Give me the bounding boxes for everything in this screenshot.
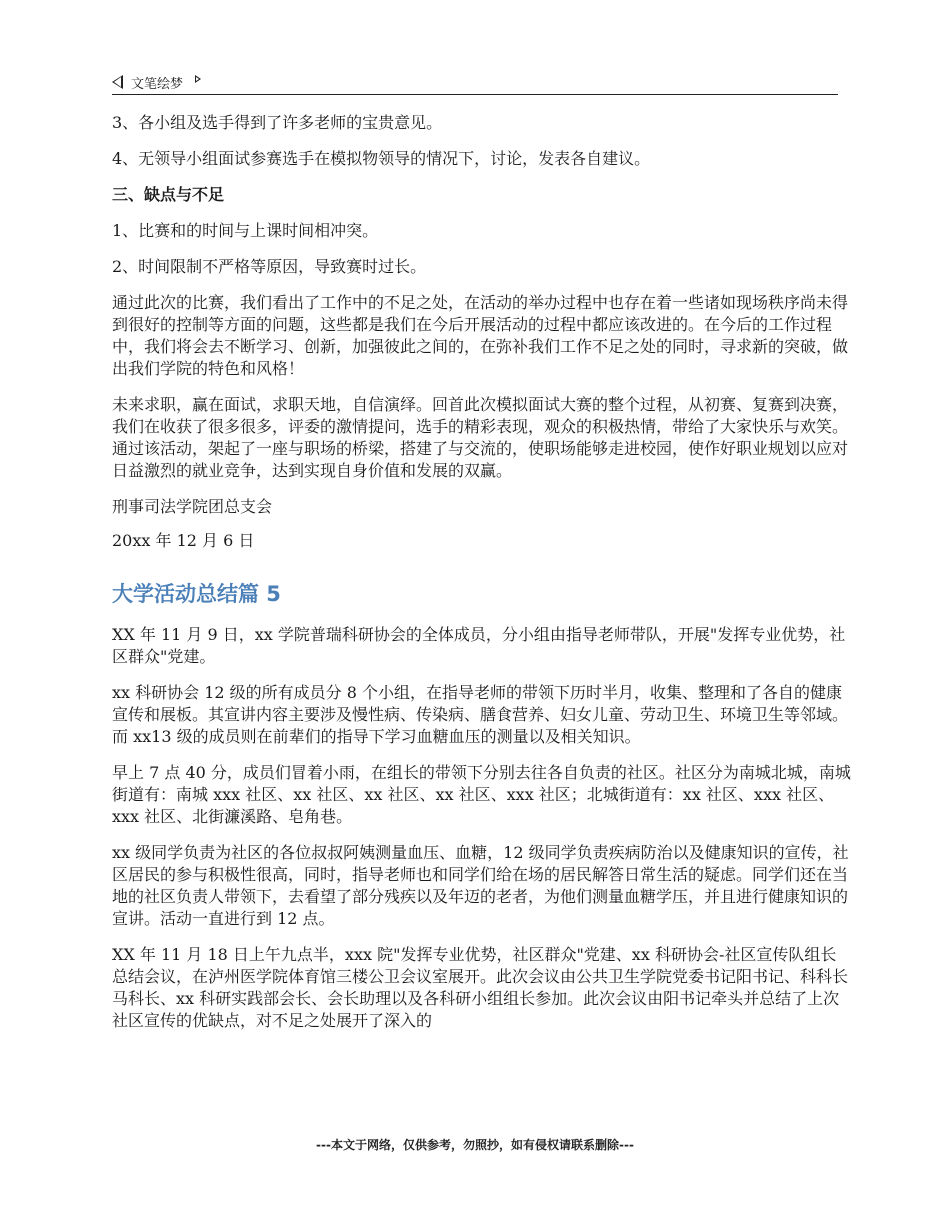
paragraph: 2、时间限制不严格等原因，导致赛时过长。 bbox=[112, 257, 427, 276]
paragraph: 早上 7 点 40 分，成员们冒着小雨，在组长的带领下分别去往各自负责的社区。社区分为南城北城，南城街道有：南城 xxx 社区、xx 社区、xx 社区、xx 社区、xxx 社区；北城街道有：xx 社区、xxx 社区、xxx 社区、北街濂溪路、皂角巷。 bbox=[112, 763, 851, 826]
paragraph: xx 级同学负责为社区的各位叔叔阿姨测量血压、血糖，12 级同学负责疾病防治以及健康知识的宣传，社区居民的参与积极性很高，同时，指导老师也和同学们给在场的居民解答日常生活的疑虑。同学们还在当地的社区负责人带领下，去看望了部分残疾以及年迈的老者，为他们测量血糖学压，并且进行健康知识的宣讲。活动一直进行到 12 点。 bbox=[112, 843, 849, 928]
signature-org: 刑事司法学院团总支会 bbox=[112, 497, 273, 516]
document-body bbox=[112, 112, 852, 1046]
triangle-left-icon bbox=[112, 75, 123, 89]
paragraph: xx 科研协会 12 级的所有成员分 8 个小组，在指导老师的带领下历时半月，收集、整理和了各自的健康宣传和展板。其宣讲内容主要涉及慢性病、传染病、膳食营养、妇女儿童、劳动卫生、环境卫生等邻域。而 xx13 级的成员则在前辈们的指导下学习血糖血压的测量以及相关知识。 bbox=[112, 683, 849, 746]
header-title: 文笔绘梦 bbox=[131, 76, 184, 92]
paragraph: XX 年 11 月 9 日，xx 学院普瑞科研协会的全体成员，分小组由指导老师带队，开展"发挥专业优势，社区群众"党建。 bbox=[112, 625, 846, 666]
signature-date: 20xx 年 12 月 6 日 bbox=[112, 531, 255, 550]
paragraph: 通过此次的比赛，我们看出了工作中的不足之处，在活动的举办过程中也存在着一些诸如现场秩序尚未得到很好的控制等方面的问题，这些都是我们在今后开展活动的过程中都应该改进的。在今后的工作过程中，我们将会去不断学习、创新，加强彼此之间的，在弥补我们工作不足之处的同时，寻求新的突破，做出我们学院的特色和风格！ bbox=[112, 293, 849, 378]
paragraph: 4、无领导小组面试参赛选手在模拟物领导的情况下，讨论，发表各自建议。 bbox=[112, 149, 651, 168]
page-header bbox=[112, 70, 838, 95]
triangle-right-icon bbox=[195, 75, 201, 83]
section-title: 三、缺点与不足 bbox=[112, 185, 225, 204]
paragraph: 未来求职，赢在面试，求职天地，自信演绎。回首此次模拟面试大赛的整个过程，从初赛、复赛到决赛，我们在收获了很多很多，评委的激情提问，选手的精彩表现，观众的积极热情，带给了大家快乐与欢笑。通过该活动，架起了一座与职场的桥梁，搭建了与交流的，使职场能够走进校园，使作好职业规划以应对日益激烈的就业竞争，达到实现自身价值和发展的双赢。 bbox=[112, 395, 849, 480]
paragraph: 1、比赛和的时间与上课时间相冲突。 bbox=[112, 221, 379, 240]
paragraph: XX 年 11 月 18 日上午九点半，xxx 院"发挥专业优势，社区群众"党建、xx 科研协会-社区宣传队组长总结会议，在泸州医学院体育馆三楼公卫会议室展开。此次会议由公共卫生学院党委书记阳书记、科科长马科长、xx 科研实践部会长、会长助理以及各科研小组组长参加。此次会议由阳书记牵头并总结了上次社区宣传的优缺点，对不足之处展开了深入的 bbox=[112, 945, 849, 1030]
paragraph: 3、各小组及选手得到了许多老师的宝贵意见。 bbox=[112, 113, 443, 132]
page-footer: ---本文于网络，仅供参考，勿照抄，如有侵权请联系删除--- bbox=[316, 1138, 634, 1152]
section-heading: 大学活动总结篇 5 bbox=[112, 582, 281, 606]
